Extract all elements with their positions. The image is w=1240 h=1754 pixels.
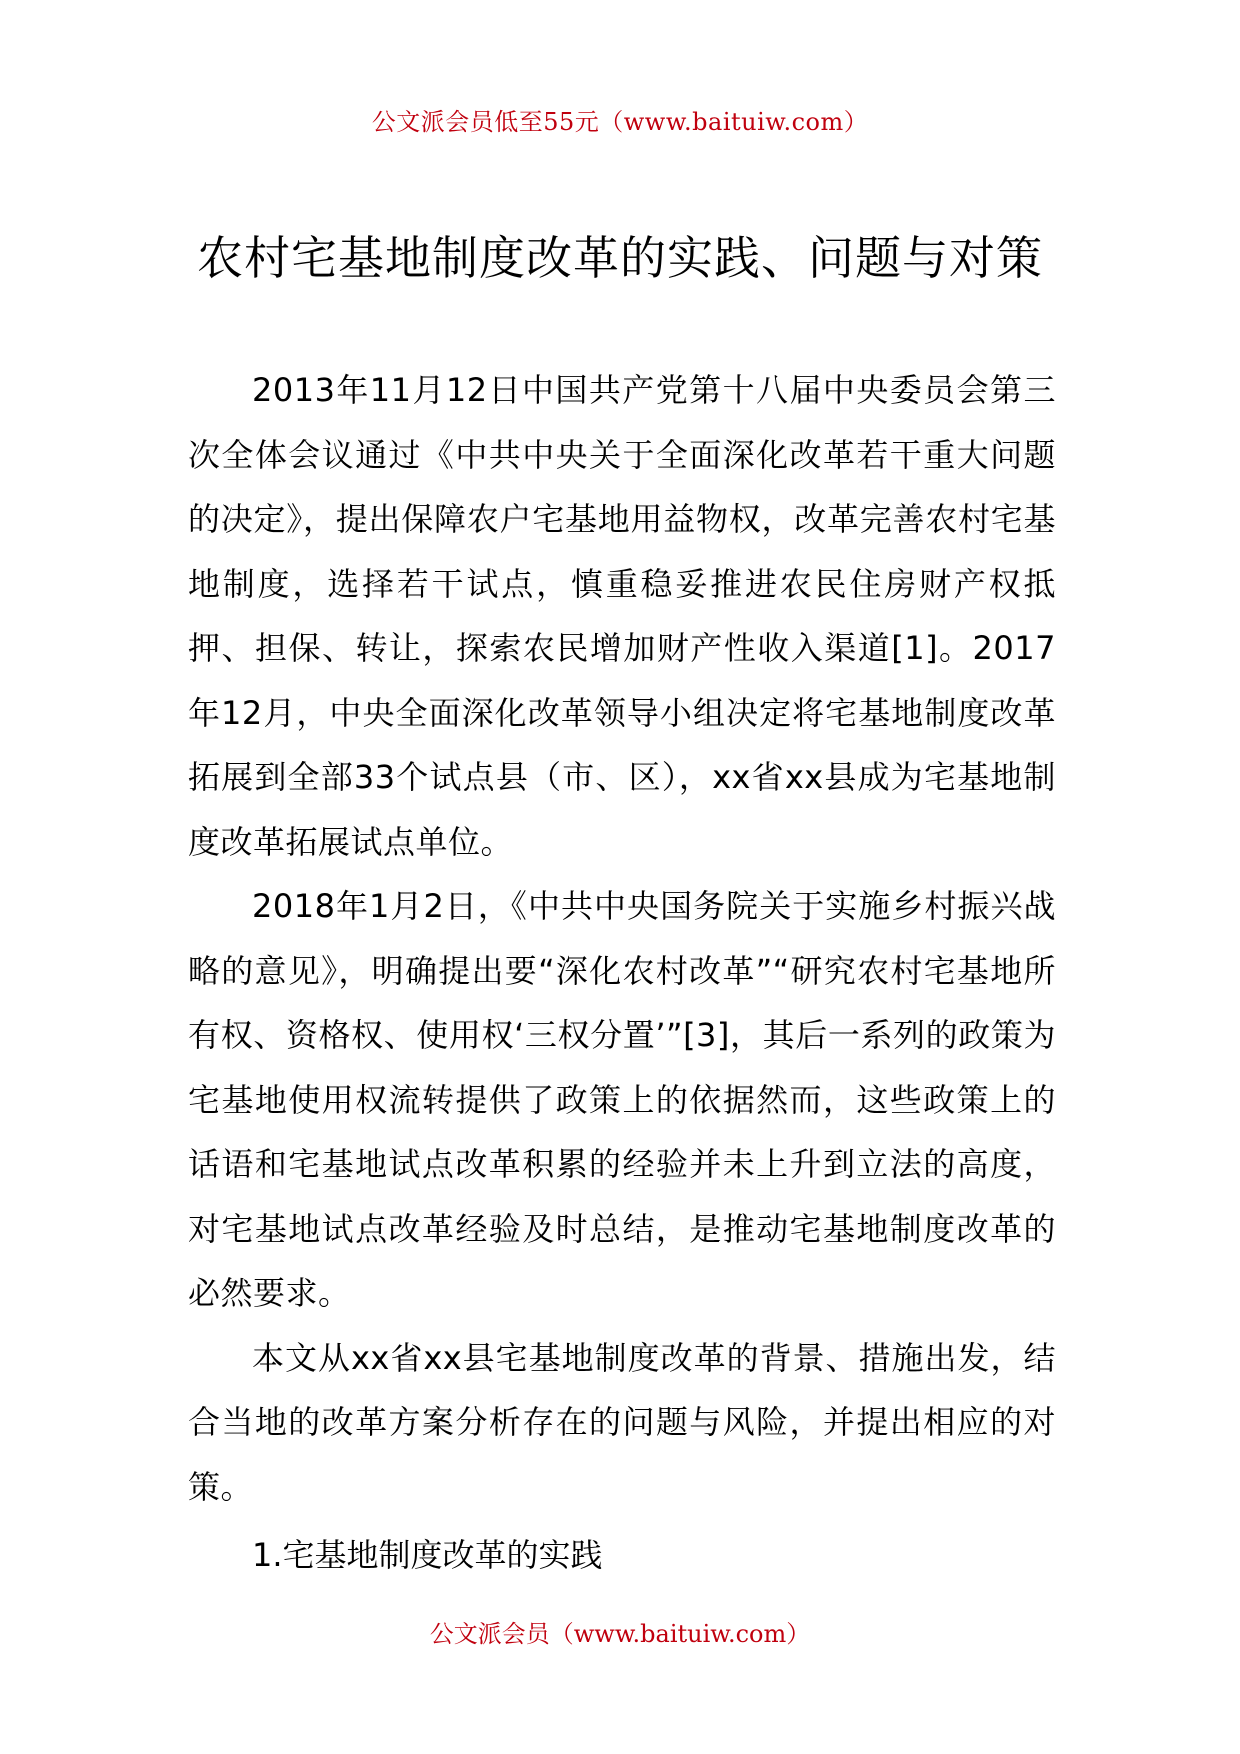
document-body [188, 358, 1056, 1519]
section-heading: 1.宅基地制度改革的实践 [252, 1536, 603, 1574]
paragraph-1: 2013年11月12日中国共产党第十八届中央委员会第三次全体会议通过《中共中央关于全面深化改革若干重大问题的决定》，提出保障农户宅基地用益物权，改革完善农村宅基地制度，选择若干试点，慎重稳妥推进农民住房财产权抵押、担保、转让，探索农民增加财产性收入渠道[1]。2017年12月，中央全面深化改革领导小组决定将宅基地制度改革拓展到全部33个试点县（市、区），xx省xx县成为宅基地制度改革拓展试点单位。 [188, 371, 1056, 861]
header-banner: 公文派会员低至55元（www.baituiw.com） [371, 108, 869, 136]
footer-banner: 公文派会员（www.baituiw.com） [429, 1620, 811, 1648]
paragraph-3: 本文从xx省xx县宅基地制度改革的背景、措施出发，结合当地的改革方案分析存在的问题与风险，并提出相应的对策。 [188, 1338, 1056, 1506]
document-title: 农村宅基地制度改革的实践、问题与对策 [197, 231, 1043, 285]
paragraph-2: 2018年1月2日，《中共中央国务院关于实施乡村振兴战略的意见》，明确提出要“深化农村改革”“研究农村宅基地所有权、资格权、使用权‘三权分置’”[3]，其后一系列的政策为宅基地使用权流转提供了政策上的依据然而，这些政策上的话语和宅基地试点改革积累的经验并未上升到立法的高度，对宅基地试点改革经验及时总结，是推动宅基地制度改革的必然要求。 [188, 887, 1056, 1312]
